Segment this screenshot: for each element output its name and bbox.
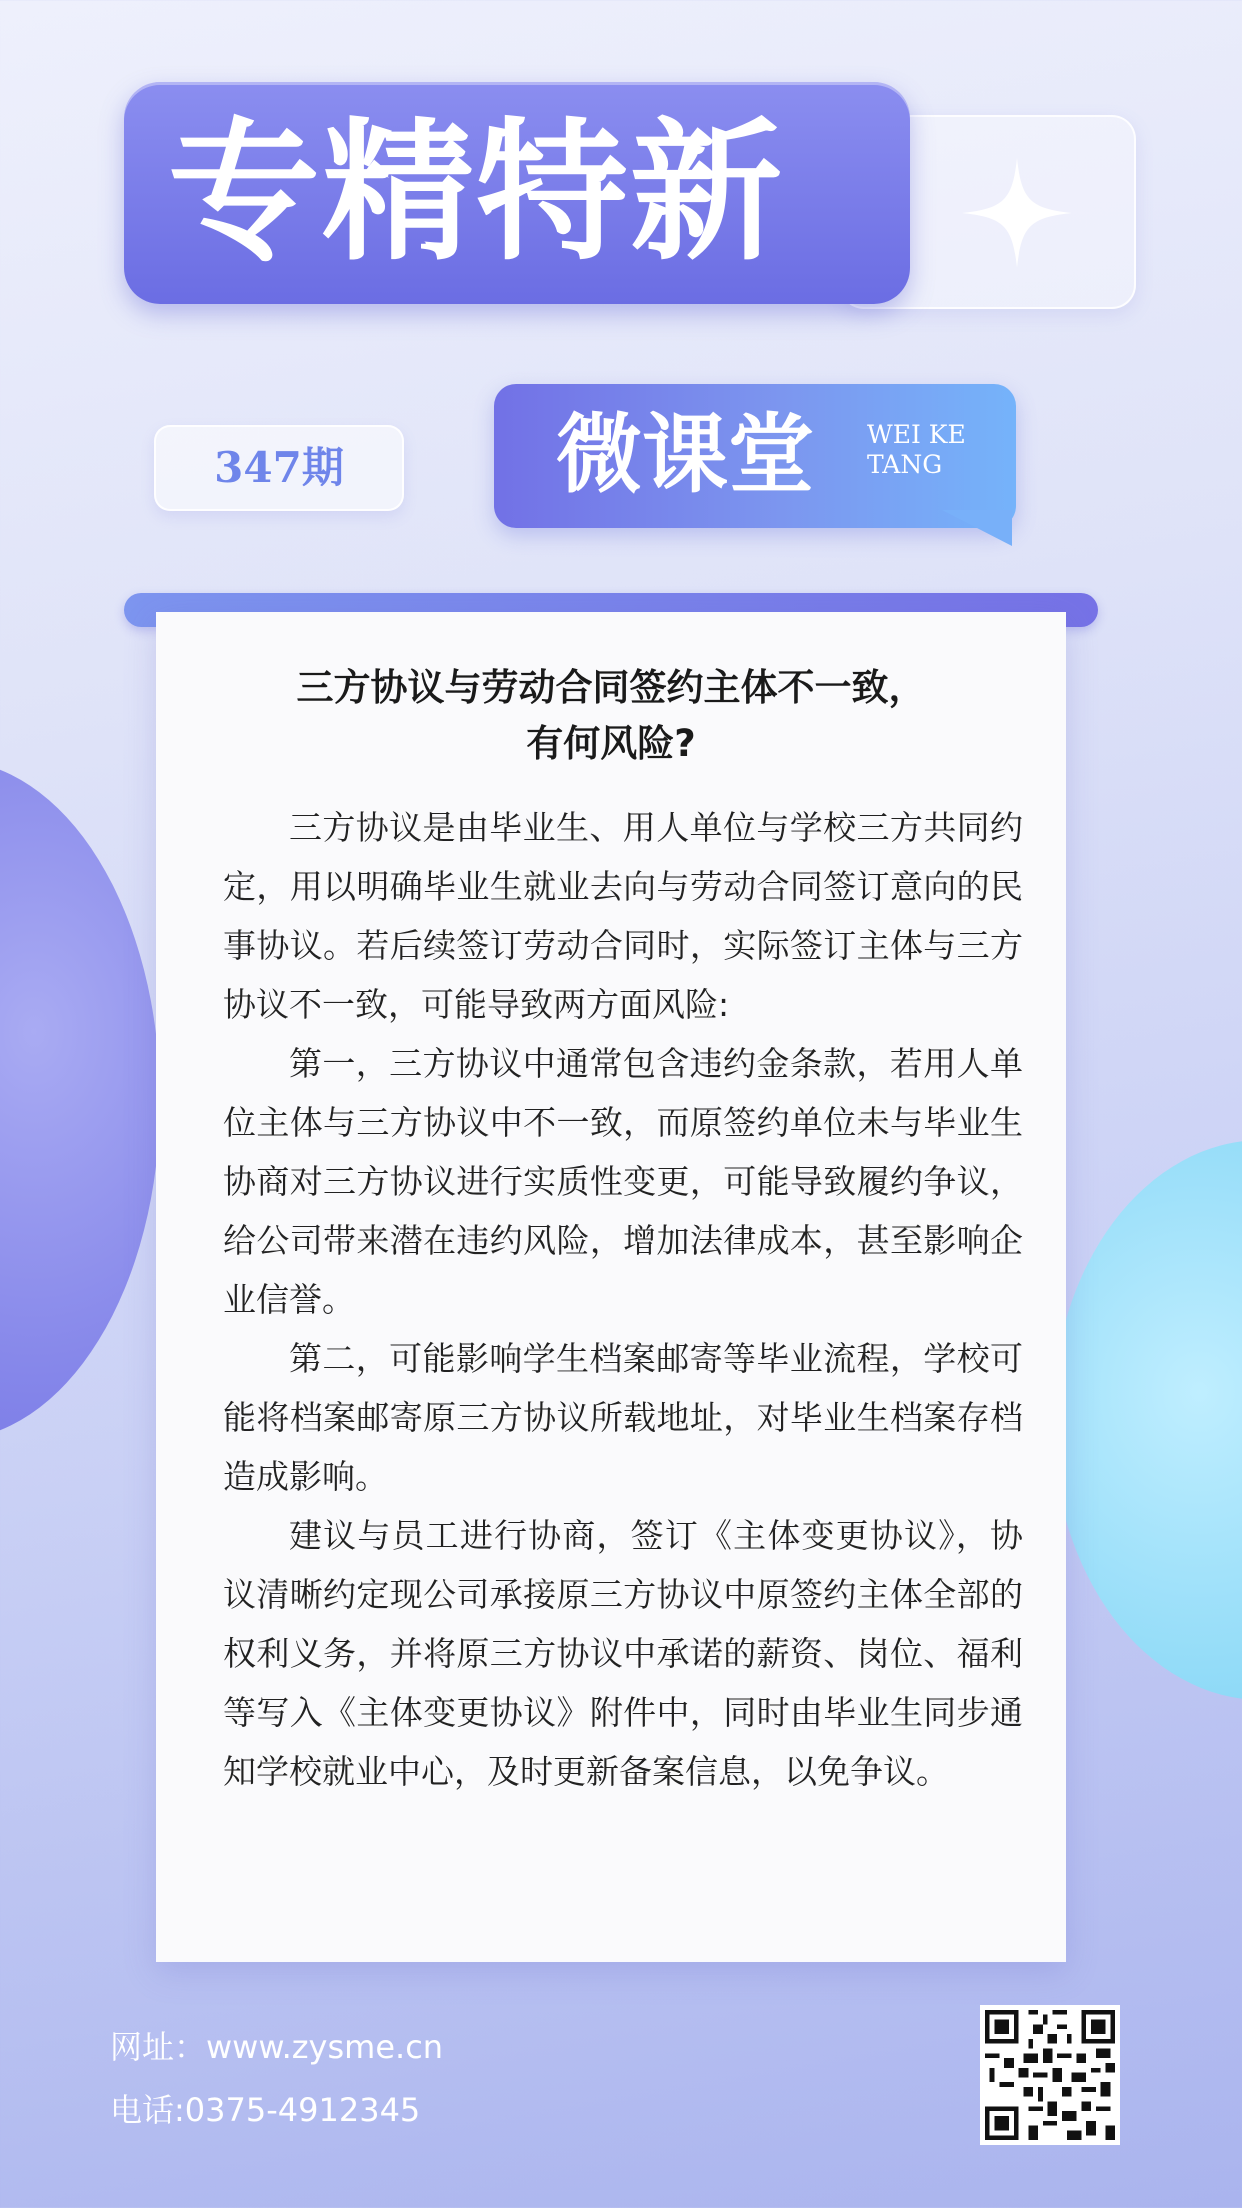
phone-text: 电话:0375-4912345 bbox=[110, 2091, 421, 2129]
qr-code-icon bbox=[980, 2005, 1120, 2145]
class-subtitle-line1: WEI KE bbox=[867, 420, 966, 449]
article-paragraph: 第一，三方协议中通常包含违约金条款，若用人单位主体与三方协议中不一致，而原签约单位未与毕业生协商对三方协议进行实质性变更，可能导致履约争议，给公司带来潜在违约风险，增加法律成本，甚至影响企业信誉。 bbox=[223, 1044, 1023, 1319]
article-title bbox=[156, 660, 1066, 772]
article-paragraph: 三方协议是由毕业生、用人单位与学校三方共同约定，用以明确毕业生就业去向与劳动合同签订意向的民事协议。若后续签订劳动合同时，实际签订主体与三方协议不一致，可能导致两方面风险: bbox=[223, 808, 1023, 1024]
issue-badge: 347期 bbox=[154, 425, 404, 511]
article-title-line2: 有何风险? bbox=[526, 722, 696, 765]
class-title: 微课堂 bbox=[556, 404, 814, 505]
class-subtitle bbox=[867, 420, 997, 480]
article-paragraph: 第二，可能影响学生档案邮寄等毕业流程，学校可能将档案邮寄原三方协议所载地址，对毕业生档案存档造成影响。 bbox=[223, 1339, 1023, 1496]
bubble-tail bbox=[942, 510, 1012, 546]
decor-blob-left bbox=[0, 760, 160, 1440]
website-text: 网址：www.zysme.cn bbox=[110, 2028, 444, 2066]
page-title: 专精特新 bbox=[168, 102, 784, 281]
class-subtitle-line2: TANG bbox=[867, 450, 943, 479]
article-card bbox=[156, 612, 1066, 1962]
article-body bbox=[223, 798, 1023, 1801]
article-title-line1: 三方协议与劳动合同签约主体不一致， bbox=[296, 666, 926, 709]
sparkle-icon bbox=[962, 158, 1072, 268]
article-paragraph: 建议与员工进行协商，签订《主体变更协议》，协议清晰约定现公司承接原三方协议中原签约主体全部的权利义务，并将原三方协议中承诺的薪资、岗位、福利等写入《主体变更协议》附件中，同时由毕业生同步通知学校就业中心，及时更新备案信息，以免争议。 bbox=[223, 1516, 1023, 1791]
decor-blob-right bbox=[1052, 1140, 1242, 1700]
